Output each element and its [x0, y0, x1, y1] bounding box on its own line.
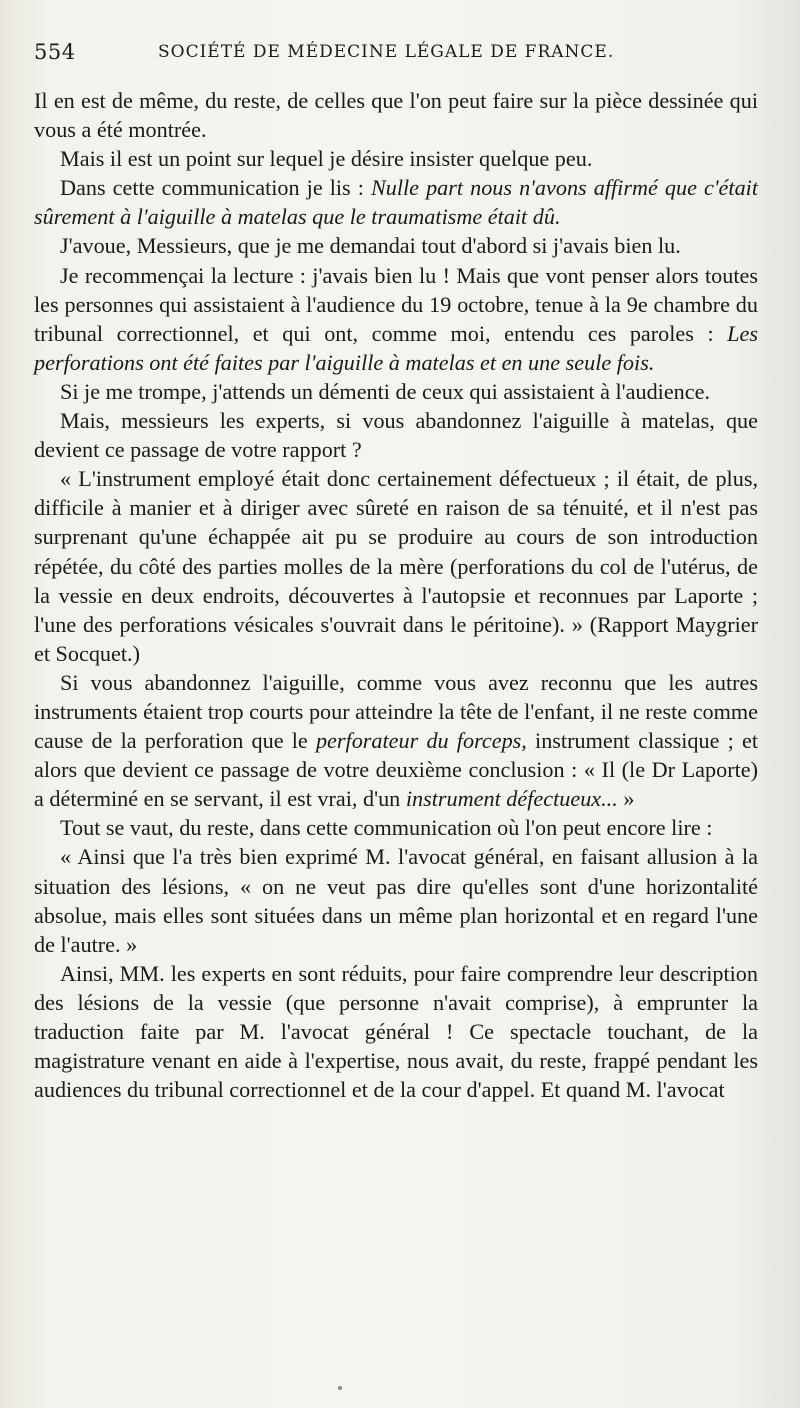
paragraph [34, 668, 758, 813]
italic-text: Nulle part nous n'avons affirmé que c'était sûrement à l'aiguille à matelas que le traumatisme était dû. [34, 175, 758, 230]
paragraph [34, 377, 758, 406]
text-run: » [617, 786, 635, 812]
text-run: Il en est de même, du reste, de celles que l'on peut faire sur la pièce dessinée qui vous a été montrée. [34, 88, 758, 143]
paragraph [34, 813, 758, 842]
paragraph [34, 86, 758, 144]
text-run: Mais, messieurs les experts, si vous abandonnez l'aiguille à matelas, que devient ce passage de votre rapport ? [34, 408, 758, 463]
italic-text: Les perforations ont été faites par l'aiguille à matelas et en une seule fois. [34, 320, 758, 375]
text-run: Si vous abandonnez l'aiguille, comme vous avez reconnu que les autres instruments étaient trop courts pour atteindre la tête de l'enfant, il ne reste comme cause de la perforation que le [34, 669, 758, 754]
italic-text: perforateur du forceps, [315, 728, 527, 754]
paragraph [34, 406, 758, 464]
page-number: 554 [34, 40, 76, 64]
text-run: Si je me trompe, j'attends un démenti de ceux qui assistaient à l'audience. [60, 378, 711, 404]
text-run: « L'instrument employé était donc certainement défectueux ; il était, de plus, difficile à manier et à diriger avec sûreté en raison de sa ténuité, et il n'est pas surprenant qu'une échappée ait pu se produire au cours de son introduction répétée, du côté des parties molles de la mère (perforations du col de l'utérus, de la vessie en deux endroits, découvertes à l'autopsie et reconnues par Laporte ; l'une des perforations vésicales s'ouvrait dans le péritoine). » (Rapport Maygrier et Socquet.) [34, 466, 758, 666]
ink-speck [338, 1386, 342, 1390]
paragraph [34, 959, 758, 1104]
running-title: SOCIÉTÉ DE MÉDECINE LÉGALE DE FRANCE. [158, 42, 615, 62]
paragraph [34, 842, 758, 958]
italic-text: instrument défectueux... [405, 786, 618, 812]
paragraph [34, 464, 758, 668]
body-text [34, 86, 758, 1104]
text-run: Ainsi, MM. les experts en sont réduits, pour faire comprendre leur description des lésions de la vessie (que personne n'avait comprise), à emprunter la traduction faite par M. l'avocat général ! Ce spectacle touchant, de la magistrature venant en aide à l'expertise, nous avait, du reste, frappé pendant les audiences du tribunal correctionnel et de la cour d'appel. Et quand M. l'avocat [34, 960, 758, 1103]
paragraph [34, 173, 758, 231]
paragraph [34, 144, 758, 173]
text-run: Je recommençai la lecture : j'avais bien lu ! Mais que vont penser alors toutes les personnes qui assistaient à l'audience du 19 octobre, tenue à la 9e chambre du tribunal correctionnel, et qui ont, comme moi, entendu ces paroles : [34, 262, 758, 346]
text-run: « Ainsi que l'a très bien exprimé M. l'avocat général, en faisant allusion à la situation des lésions, « on ne veut pas dire qu'elles sont d'une horizontalité absolue, mais elles sont situées dans un même plan horizontal et en regard l'une de l'autre. » [34, 844, 758, 957]
text-run: Dans cette communication je lis : [60, 175, 371, 201]
paragraph [34, 261, 758, 377]
text-run: Tout se vaut, du reste, dans cette communication où l'on peut encore lire : [60, 815, 713, 841]
text-run: instrument classique ; et alors que devient ce passage de votre deuxième conclusion : « Il (le Dr Laporte) a déterminé en se servant, il est vrai, d'un [34, 728, 759, 812]
text-run: Mais il est un point sur lequel je désire insister quelque peu. [60, 146, 593, 172]
paragraph [34, 231, 758, 260]
text-run: J'avoue, Messieurs, que je me demandai tout d'abord si j'avais bien lu. [60, 233, 681, 259]
